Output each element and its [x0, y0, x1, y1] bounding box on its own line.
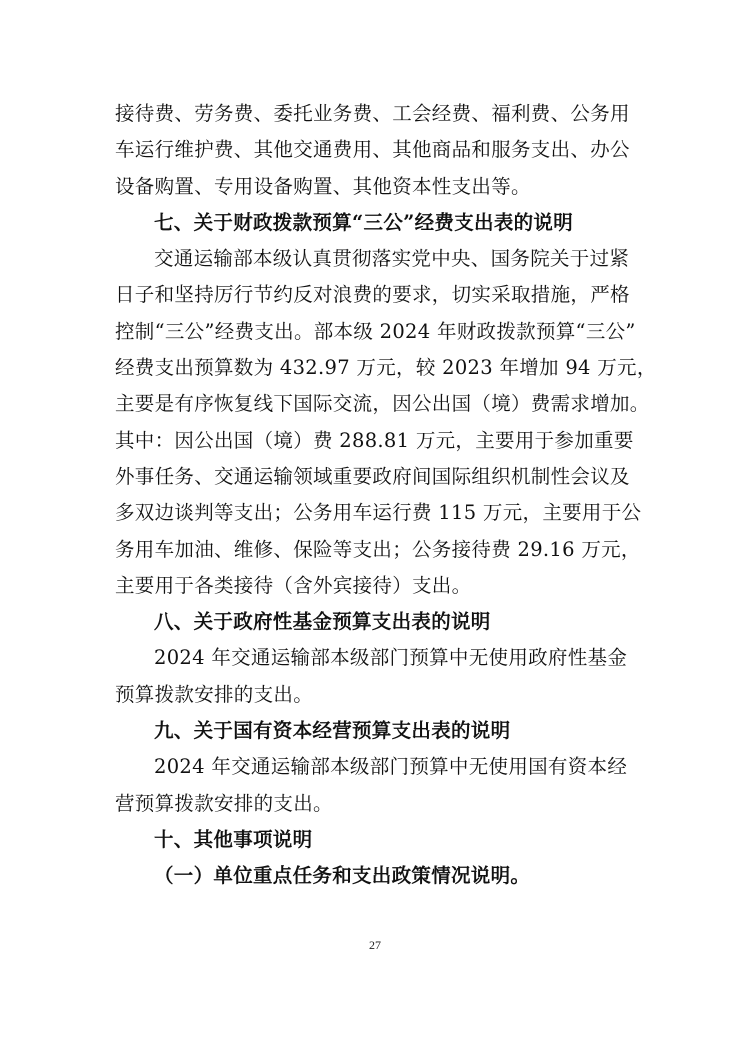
page-body	[115, 96, 657, 895]
section-heading-10: 十、其他事项说明	[154, 827, 313, 851]
body-text-line: 控制“三公”经费支出。部本级 2024 年财政拨款预算“三公”	[115, 319, 636, 343]
body-text-line: 日子和坚持厉行节约反对浪费的要求，切实采取措施，严格	[115, 283, 630, 307]
subsection-heading-1: （一）单位重点任务和支出政策情况说明。	[154, 864, 531, 888]
body-text-line: 主要是有序恢复线下国际交流，因公出国（境）费需求增加。	[115, 392, 650, 416]
paragraph-first-line: 2024 年交通运输部本级部门预算中无使用国有资本经	[154, 755, 628, 779]
body-text-line: 务用车加油、维修、保险等支出；公务接待费 29.16 万元，	[115, 537, 641, 561]
section-heading-7: 七、关于财政拨款预算“三公”经费支出表的说明	[154, 210, 574, 234]
body-text-line: 经费支出预算数为 432.97 万元，较 2023 年增加 94 万元，	[115, 356, 657, 380]
body-text-line: 车运行维护费、其他交通费用、其他商品和服务支出、办公	[115, 138, 630, 162]
body-text-line: 设备购置、专用设备购置、其他资本性支出等。	[115, 174, 531, 198]
paragraph-first-line: 交通运输部本级认真贯彻落实党中央、国务院关于过紧	[154, 247, 630, 271]
body-text-line: 多双边谈判等支出；公务用车运行费 115 万元，主要用于公	[115, 501, 642, 525]
body-text-line: 主要用于各类接待（含外宾接待）支出。	[115, 573, 472, 597]
body-text-line: 外事任务、交通运输领域重要政府间国际组织机制性会议及	[115, 464, 630, 488]
section-heading-9: 九、关于国有资本经营预算支出表的说明	[154, 719, 511, 743]
body-text-line: 接待费、劳务费、委托业务费、工会经费、福利费、公务用	[115, 102, 630, 125]
section-heading-8: 八、关于政府性基金预算支出表的说明	[154, 610, 491, 634]
paragraph-first-line: 2024 年交通运输部本级部门预算中无使用政府性基金	[154, 646, 628, 670]
body-text-line: 营预算拨款安排的支出。	[115, 791, 333, 815]
body-text-line: 预算拨款安排的支出。	[115, 682, 314, 706]
page-number: 27	[369, 938, 381, 952]
body-text-line: 其中：因公出国（境）费 288.81 万元，主要用于参加重要	[115, 428, 634, 452]
